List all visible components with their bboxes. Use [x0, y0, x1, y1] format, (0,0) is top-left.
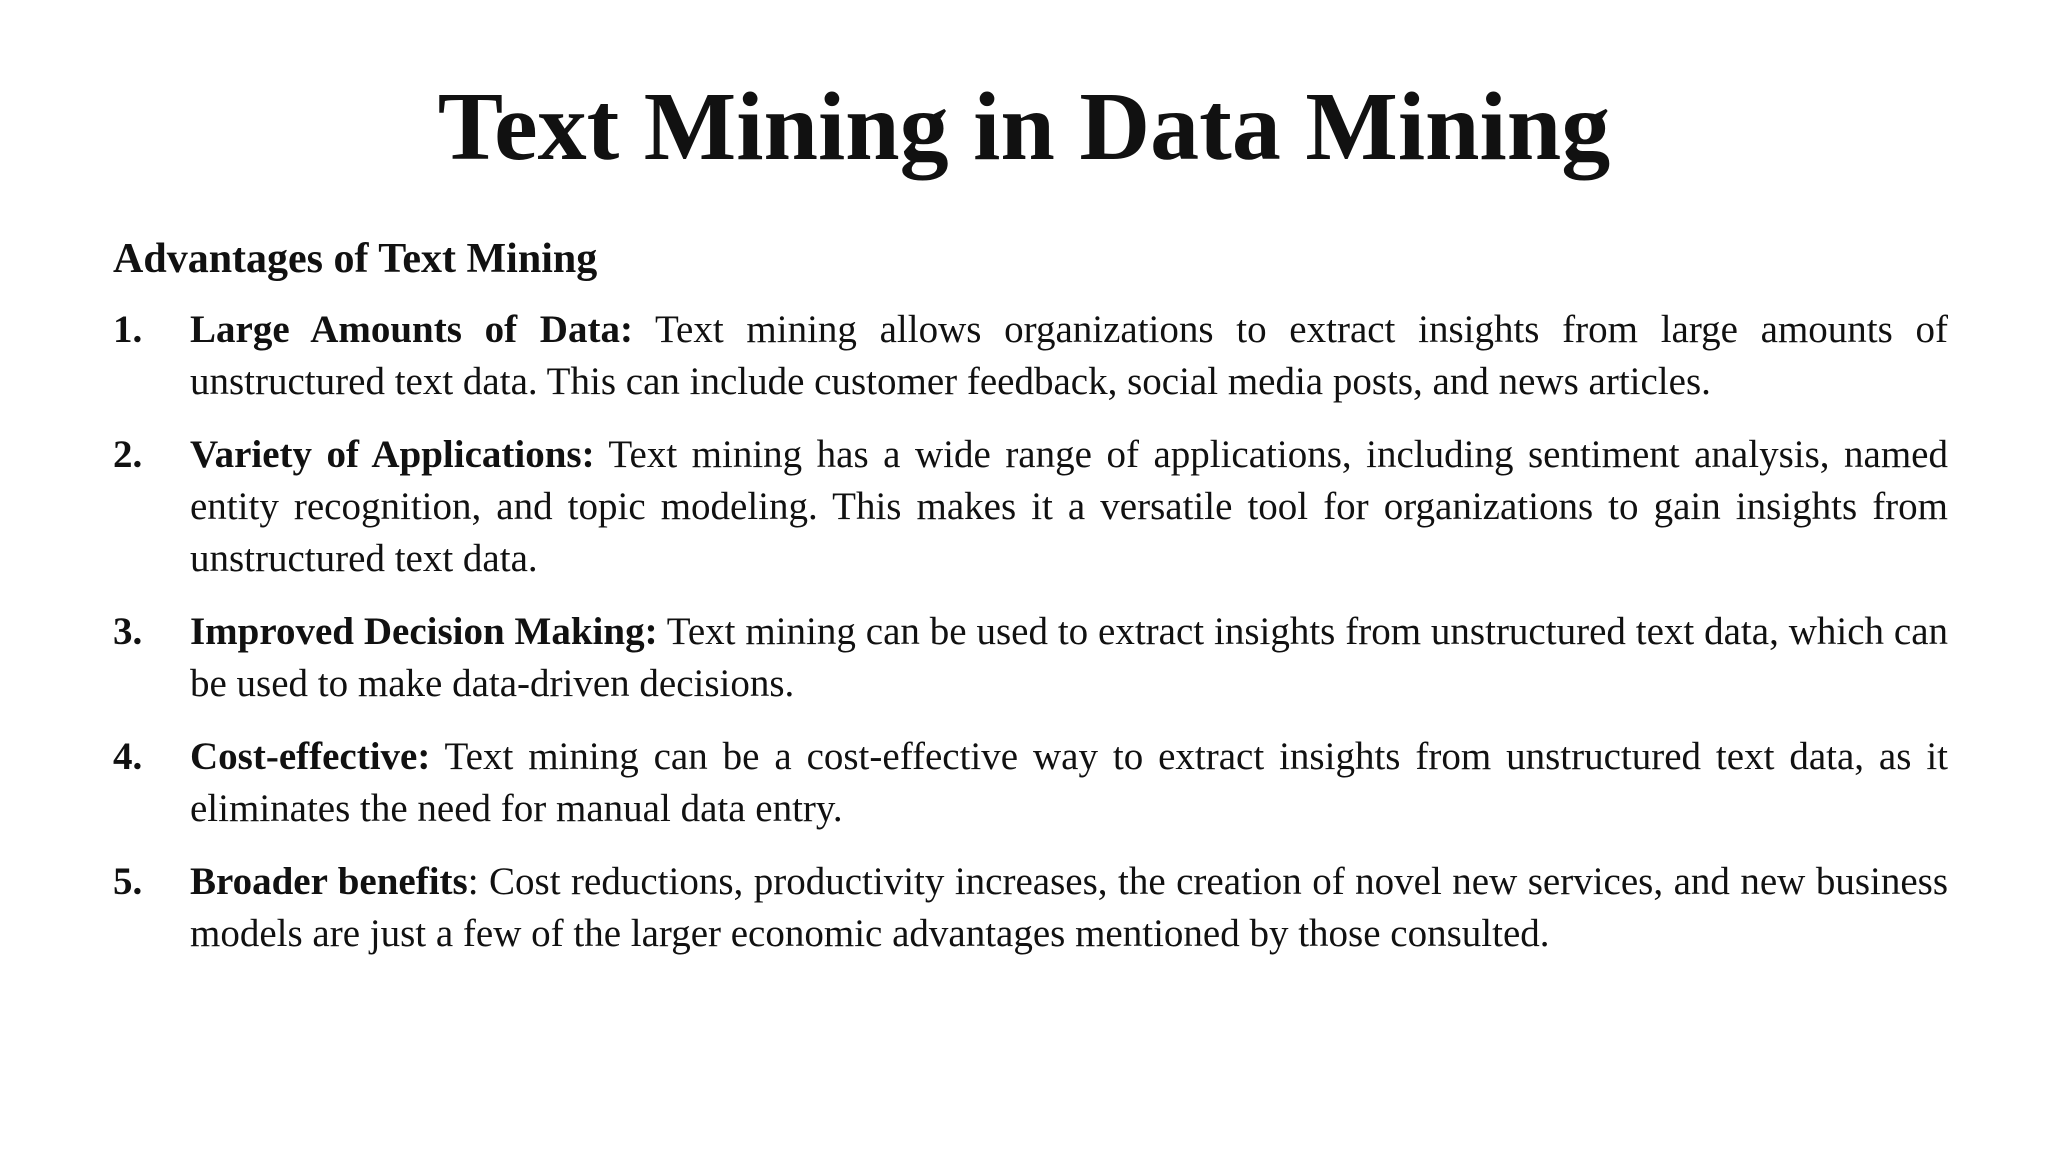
item-lead: Cost-effective:: [190, 735, 431, 778]
list-item: [113, 304, 1948, 408]
section-heading: Advantages of Text Mining: [113, 236, 598, 282]
item-lead: Improved Decision Making:: [190, 610, 658, 653]
advantages-list: [113, 304, 1948, 981]
slide-title: Text Mining in Data Mining: [437, 73, 1611, 181]
item-number: 1.: [113, 308, 143, 351]
item-number: 4.: [113, 735, 143, 778]
item-lead: Variety of Applications:: [190, 433, 595, 476]
list-item: [113, 429, 1948, 585]
list-item: [113, 606, 1948, 710]
item-text: Text mining can be used to extract insights from unstructured text data, which can be used to make data-driven decisions.: [190, 610, 1949, 705]
item-separator: :: [467, 860, 490, 903]
item-text: Text mining has a wide range of applications, including sentiment analysis, named entity recognition, and topic modeling. This makes it a versatile tool for organizations to gain insights from unstructured text data.: [190, 433, 1948, 580]
item-text: Text mining allows organizations to extract insights from large amounts of unstructured text data. This can include customer feedback, social media posts, and news articles.: [190, 308, 1949, 403]
item-number: 5.: [113, 860, 143, 903]
item-separator: [633, 308, 655, 351]
item-text: Text mining can be a cost-effective way to extract insights from unstructured text data, as it eliminates the need for manual data entry.: [190, 735, 1948, 830]
list-item: [113, 856, 1948, 960]
item-number: 2.: [113, 433, 143, 476]
item-lead: Large Amounts of Data:: [190, 308, 633, 351]
item-text: Cost reductions, productivity increases, the creation of novel new services, and new business models are just a few of the larger economic advantages mentioned by those consulted.: [190, 860, 1949, 955]
item-number: 3.: [113, 610, 143, 653]
item-separator: [430, 735, 444, 778]
list-item: [113, 731, 1948, 835]
item-lead: Broader benefits: [190, 860, 468, 903]
item-separator: [658, 610, 667, 653]
item-separator: [595, 433, 609, 476]
